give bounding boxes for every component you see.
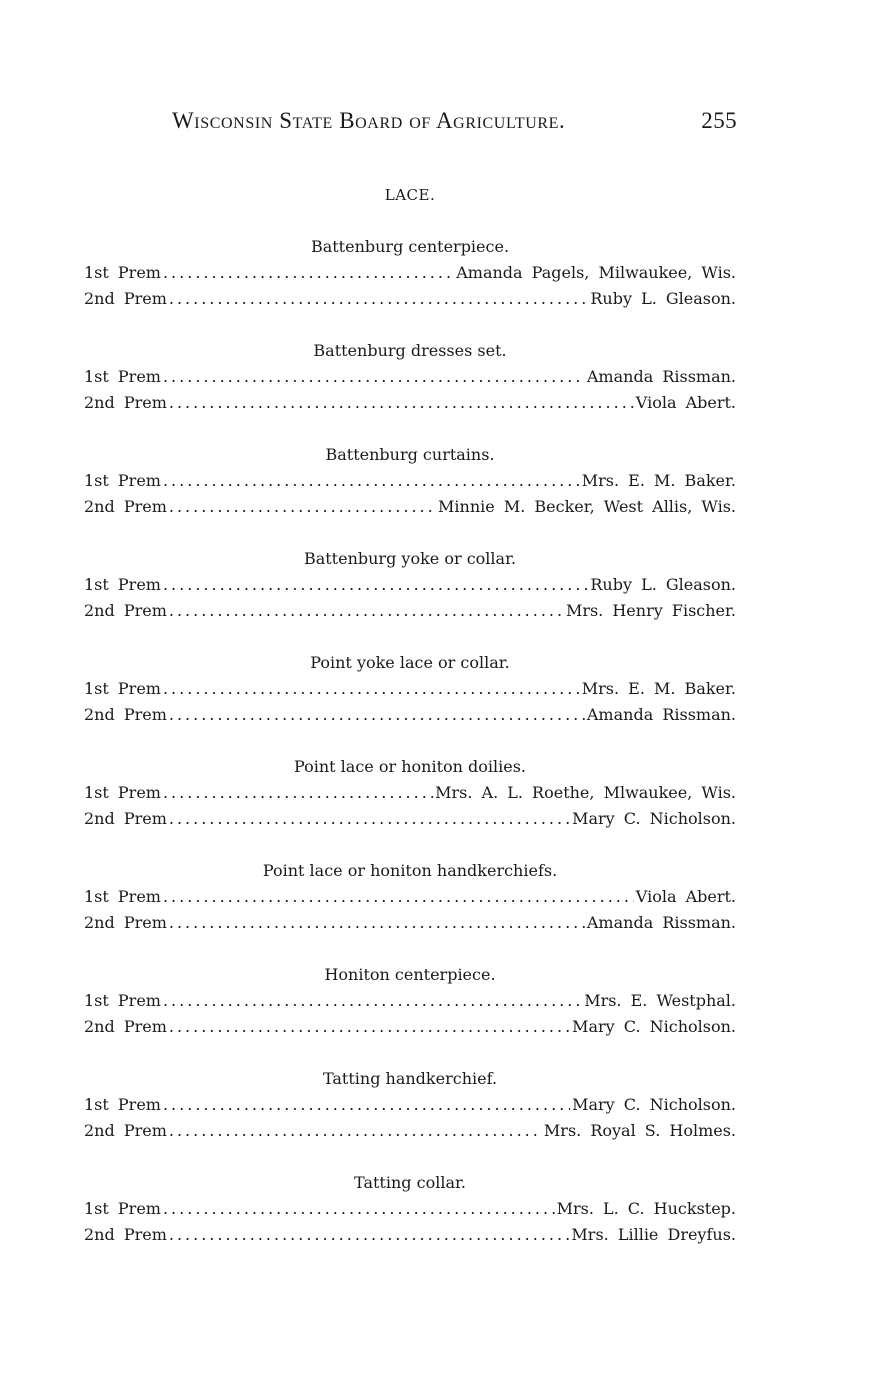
prize-label: 2nd Prem <box>84 1121 167 1140</box>
dot-leader <box>169 598 564 624</box>
category-tatting-collar <box>84 1170 736 1248</box>
prize-label: 2nd Prem <box>84 393 167 412</box>
premium-row <box>84 1196 736 1222</box>
prize-label: 2nd Prem <box>84 809 167 828</box>
winner-name: Mary C. Nicholson. <box>572 1017 736 1036</box>
dot-leader <box>163 1092 570 1118</box>
prize-label: 1st Prem <box>84 263 161 282</box>
category-title: Battenburg curtains. <box>325 445 495 464</box>
prize-label: 2nd Prem <box>84 913 167 932</box>
prize-label: 1st Prem <box>84 1199 161 1218</box>
winner-name: Ruby L. Gleason. <box>590 575 736 594</box>
winner-name: Minnie M. Becker, West Allis, Wis. <box>438 497 736 516</box>
premium-row <box>84 572 736 598</box>
dot-leader <box>169 390 634 416</box>
premium-row <box>84 806 736 832</box>
premium-row <box>84 364 736 390</box>
category-title: Point lace or honiton handkerchiefs. <box>262 861 558 880</box>
prize-label: 1st Prem <box>84 887 161 906</box>
dot-leader <box>163 260 454 286</box>
category-battenburg-yoke-or-collar <box>84 546 736 624</box>
winner-name: Mrs. Royal S. Holmes. <box>543 1121 736 1140</box>
prize-label: 2nd Prem <box>84 289 167 308</box>
winner-name: Mrs. E. M. Baker. <box>581 679 736 698</box>
category-title: Point lace or honiton doilies. <box>293 757 527 776</box>
premium-row <box>84 780 736 806</box>
prize-label: 1st Prem <box>84 991 161 1010</box>
category-title: Tatting collar. <box>354 1173 466 1192</box>
dot-leader <box>163 364 585 390</box>
premium-row <box>84 988 736 1014</box>
category-title: Battenburg yoke or collar. <box>303 549 517 568</box>
dot-leader <box>169 1118 542 1144</box>
category-point-lace-or-honiton-doilies <box>84 754 736 832</box>
premium-row <box>84 1118 736 1144</box>
dot-leader <box>169 1222 570 1248</box>
winner-name: Mrs. A. L. Roethe, Mlwaukee, Wis. <box>435 783 736 802</box>
winner-name: Mrs. Henry Fischer. <box>565 601 736 620</box>
dot-leader <box>163 676 580 702</box>
dot-leader <box>163 884 634 910</box>
category-point-lace-or-honiton-handkerchiefs <box>84 858 736 936</box>
premium-row <box>84 910 736 936</box>
premium-row <box>84 468 736 494</box>
premium-row <box>84 260 736 286</box>
premium-row <box>84 390 736 416</box>
running-title: Wisconsin State Board of Agriculture. <box>172 108 566 133</box>
winner-name: Amanda Rissman. <box>586 913 736 932</box>
premium-row <box>84 702 736 728</box>
category-tatting-handkerchief <box>84 1066 736 1144</box>
prize-label: 1st Prem <box>84 679 161 698</box>
winner-name: Amanda Pagels, Milwaukee, Wis. <box>456 263 736 282</box>
category-title: Honiton centerpiece. <box>324 965 496 984</box>
category-title: Point yoke lace or collar. <box>310 653 510 672</box>
premium-row <box>84 286 736 312</box>
dot-leader <box>169 702 585 728</box>
dot-leader <box>169 494 436 520</box>
dot-leader <box>169 910 585 936</box>
premium-row <box>84 676 736 702</box>
winner-name: Mrs. Lillie Dreyfus. <box>571 1225 736 1244</box>
premium-row <box>84 1014 736 1040</box>
premium-list <box>84 234 736 1274</box>
prize-label: 2nd Prem <box>84 601 167 620</box>
category-honiton-centerpiece <box>84 962 736 1040</box>
dot-leader <box>163 988 582 1014</box>
prize-label: 2nd Prem <box>84 1017 167 1036</box>
premium-row <box>84 884 736 910</box>
dot-leader <box>163 1196 555 1222</box>
prize-label: 2nd Prem <box>84 705 167 724</box>
category-point-yoke-lace-or-collar <box>84 650 736 728</box>
winner-name: Viola Abert. <box>635 887 736 906</box>
winner-name: Mrs. E. M. Baker. <box>581 471 736 490</box>
page-number: 255 <box>701 108 737 133</box>
prize-label: 2nd Prem <box>84 1225 167 1244</box>
prize-label: 1st Prem <box>84 471 161 490</box>
premium-row <box>84 598 736 624</box>
prize-label: 1st Prem <box>84 367 161 386</box>
category-title: Battenburg dresses set. <box>313 341 507 360</box>
category-title: Tatting handkerchief. <box>322 1069 498 1088</box>
winner-name: Amanda Rissman. <box>586 367 736 386</box>
premium-row <box>84 1222 736 1248</box>
dot-leader <box>163 572 588 598</box>
category-title: Battenburg centerpiece. <box>310 237 510 256</box>
winner-name: Mrs. L. C. Huckstep. <box>556 1199 736 1218</box>
winner-name: Viola Abert. <box>635 393 736 412</box>
prize-label: 1st Prem <box>84 575 161 594</box>
dot-leader <box>169 1014 570 1040</box>
dot-leader <box>163 468 580 494</box>
dot-leader <box>169 286 588 312</box>
page-header <box>172 108 737 134</box>
prize-label: 1st Prem <box>84 783 161 802</box>
category-battenburg-centerpiece <box>84 234 736 312</box>
winner-name: Ruby L. Gleason. <box>590 289 736 308</box>
category-battenburg-dresses-set <box>84 338 736 416</box>
category-battenburg-curtains <box>84 442 736 520</box>
premium-row <box>84 1092 736 1118</box>
winner-name: Mrs. E. Westphal. <box>584 991 736 1010</box>
winner-name: Amanda Rissman. <box>586 705 736 724</box>
dot-leader <box>169 806 570 832</box>
winner-name: Mary C. Nicholson. <box>572 1095 736 1114</box>
section-title: LACE. <box>384 186 436 204</box>
winner-name: Mary C. Nicholson. <box>572 809 736 828</box>
prize-label: 2nd Prem <box>84 497 167 516</box>
prize-label: 1st Prem <box>84 1095 161 1114</box>
dot-leader <box>163 780 433 806</box>
premium-row <box>84 494 736 520</box>
